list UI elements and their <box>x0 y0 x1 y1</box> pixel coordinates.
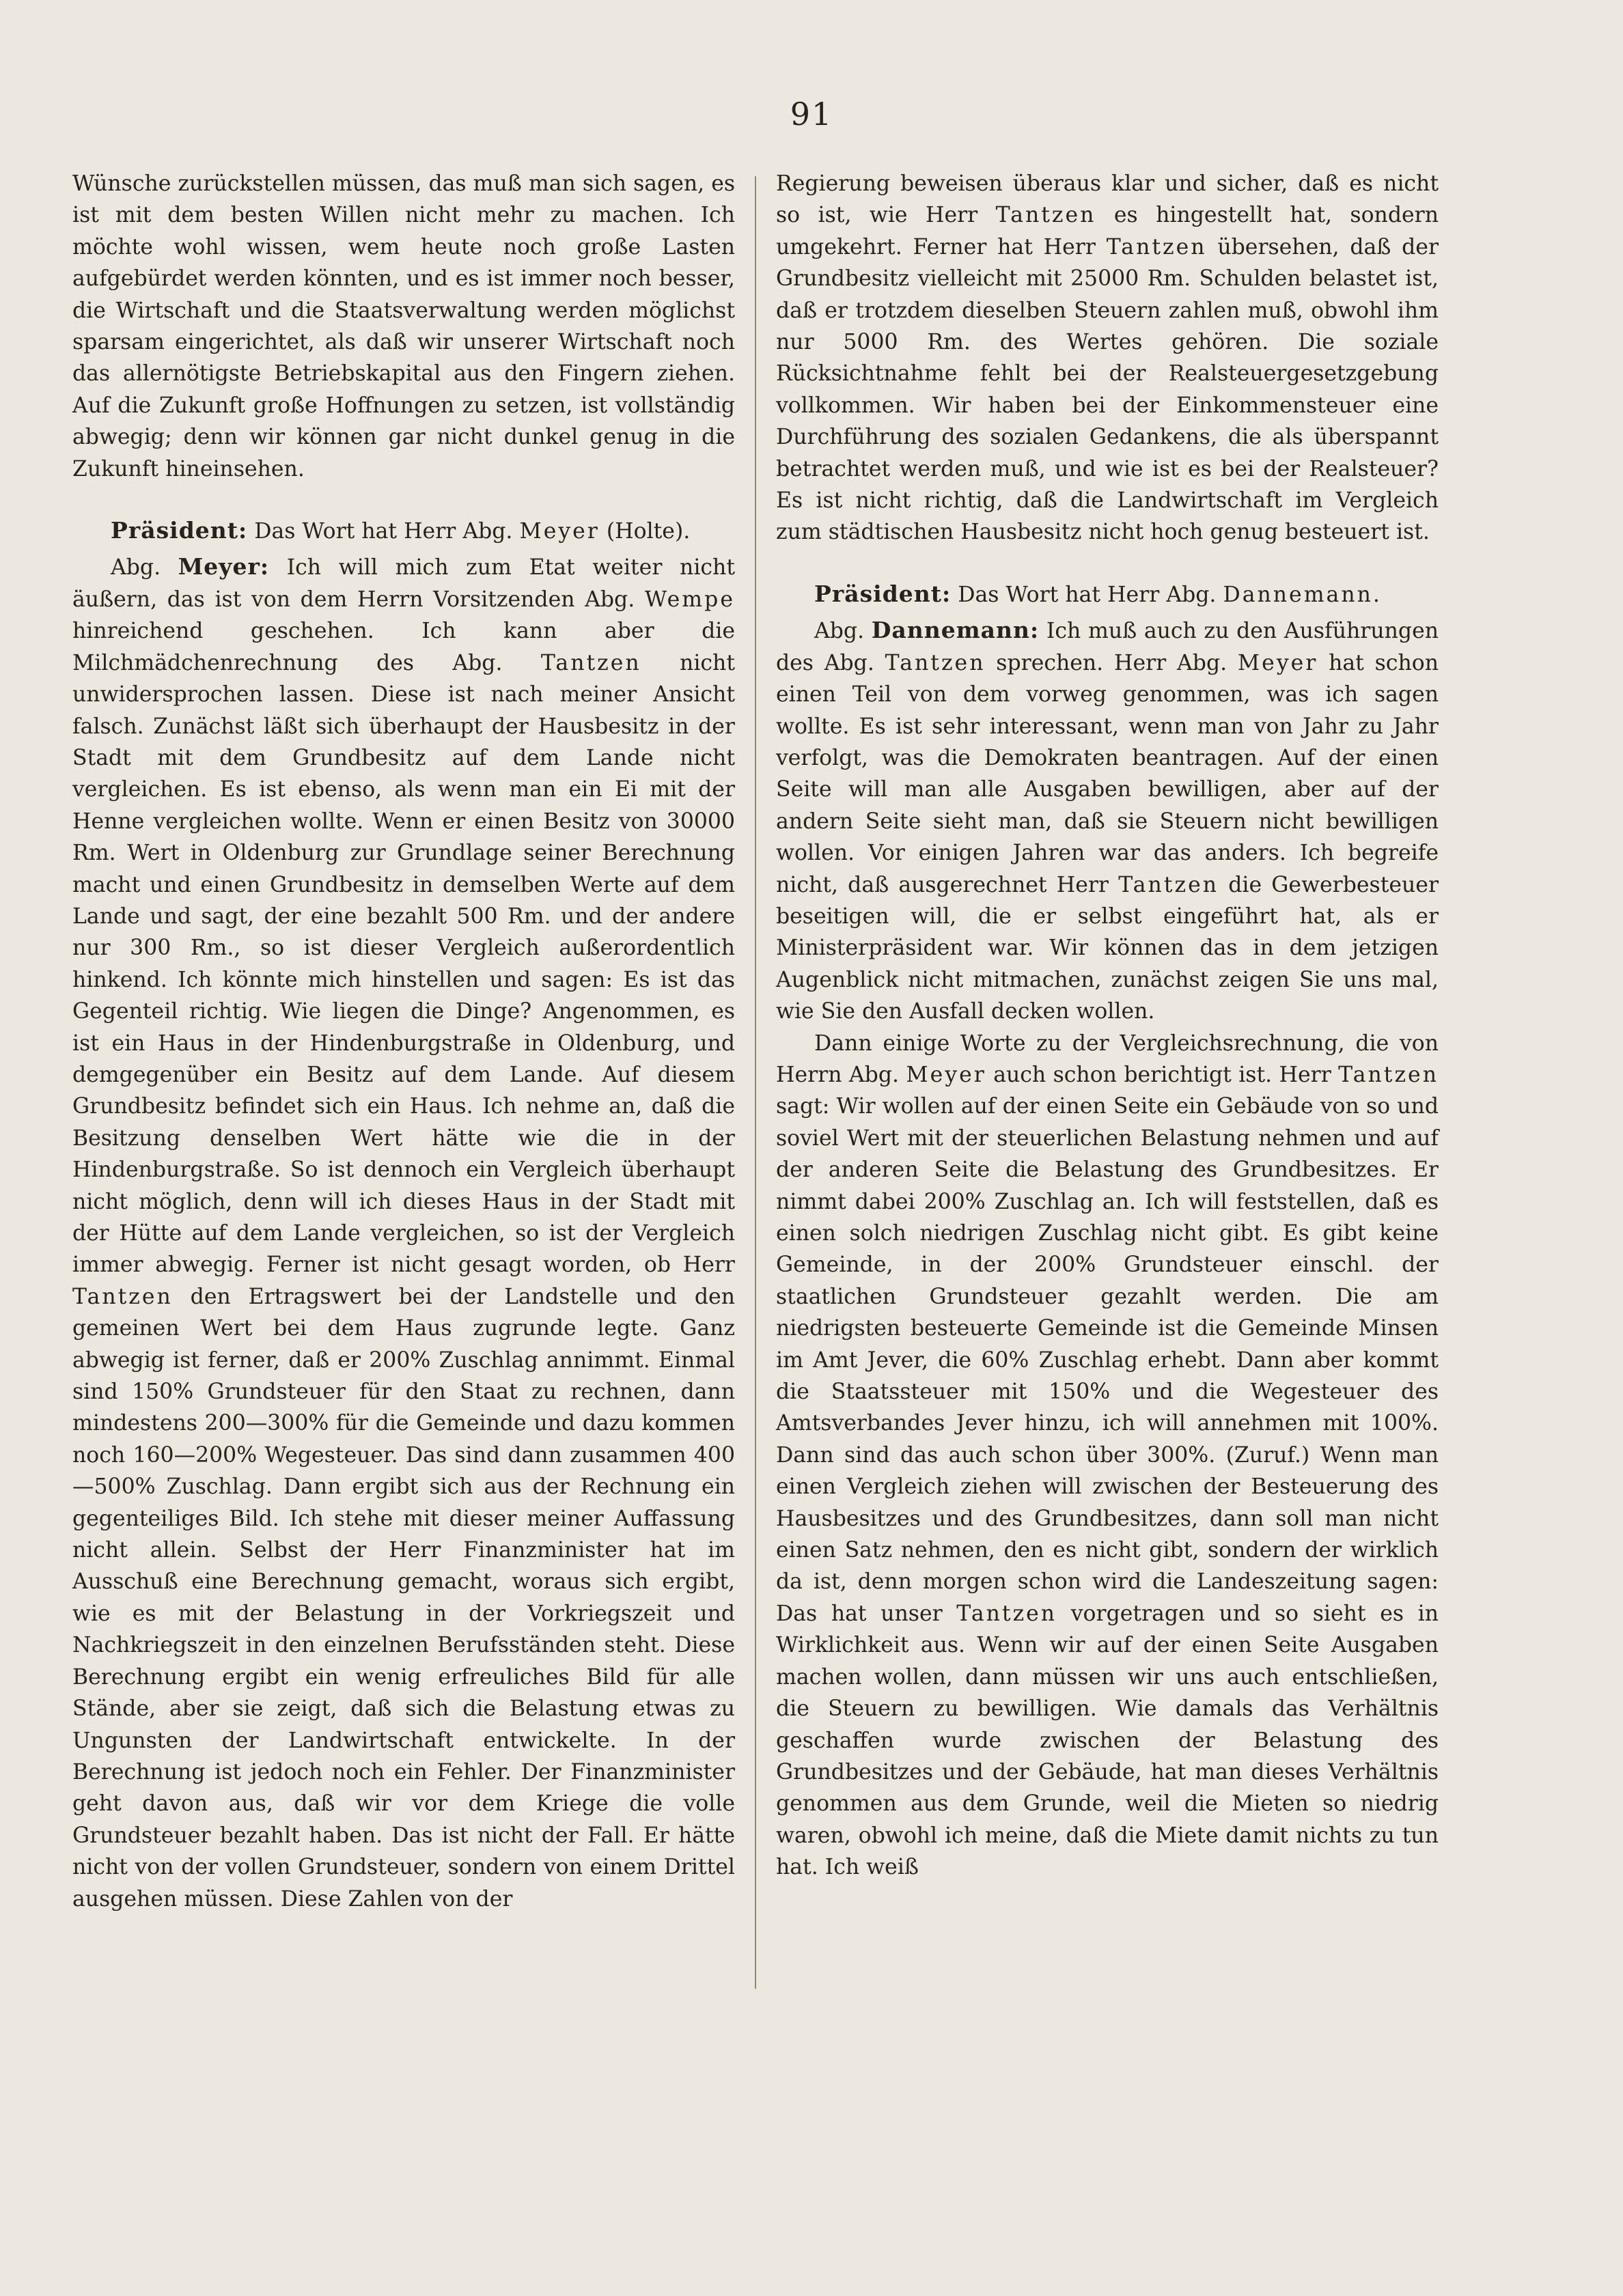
paragraph-text: sprechen. Herr Abg. <box>985 650 1238 675</box>
paragraph-text: Abg. <box>814 619 872 644</box>
left-column <box>72 168 735 1915</box>
speaker-name: Tantzen <box>885 650 986 675</box>
paragraph-text: sagt: Wir wollen auf der einen Seite ein Gebäude von so und soviel Wert mit der steuerlichen Belastung nehmen und auf der anderen Seite die Belastung des Grundbesitzes. Er nimmt dabei 200% Zuschlag an. Ich will feststellen, daß es einen solch niedrigen Zuschlag nicht gibt. Es gibt keine Gemeinde, in der 200% Grundsteuer einschl. der staatlichen Grundsteuer gezahlt werden. Die am niedrigsten besteuerte Gemeinde ist die Gemeinde Minsen im Amt Jever, die 60% Zuschlag erhebt. Dann aber kommt die Staatssteuer mit 150% und die Wegesteuer des Amtsverbandes Jever hinzu, ich will annehmen mit 100%. Dann sind das auch schon über 300%. (Zuruf.) Wenn man einen Vergleich ziehen will zwischen der Besteuerung des Hausbesitzes und des Grundbesitzes, dann soll man nicht einen Satz nehmen, den es nicht gibt, sondern der wirklich da ist, denn morgen schon wird die Landeszeitung sagen: Das hat unser <box>776 1094 1439 1626</box>
paragraph-president-1 <box>72 515 735 547</box>
paragraph-text: Das Wort hat Herr Abg. <box>247 519 520 544</box>
speaker-label: Dannemann: <box>871 617 1040 644</box>
speaker-label: Präsident: <box>814 580 952 607</box>
paragraph-text: vorgetragen und so sieht es in Wirklichkeit aus. Wenn wir auf der einen Seite Ausgaben machen wollen, dann müssen wir uns auch entschließen, die Steuern zu bewilligen. Wie damals das Verhältnis geschaffen wurde zwischen der Belastung des Grundbesitzes und der Gebäude, hat man dieses Verhältnis genommen aus dem Grunde, weil die Mieten so niedrig waren, obwohl ich meine, daß die Miete damit nichts zu tun hat. Ich weiß <box>776 1601 1439 1880</box>
paragraph-meyer-speech <box>72 551 735 1914</box>
column-divider <box>755 176 756 1989</box>
paragraph: Wünsche zurückstellen müssen, das muß man sich sagen, es ist mit dem besten Willen nicht mehr zu machen. Ich möchte wohl wissen, wem heute noch große Lasten aufgebürdet werden könnten, und es ist immer noch besser, die Wirtschaft und die Staatsverwaltung werden möglichst sparsam eingerichtet, als daß wir unserer Wirtschaft noch das allernötigste Betriebskapital aus den Fingern ziehen. Auf die Zukunft große Hoffnungen zu setzen, ist vollständig abwegig; denn wir können gar nicht dunkel genug in die Zukunft hineinsehen. <box>72 171 735 481</box>
paragraph-text: Abg. <box>111 555 178 580</box>
speaker-label: Präsident: <box>111 517 248 544</box>
paragraph-text: hat schon einen Teil von dem vorweg genommen, was ich sagen wollte. Es ist sehr interessant, wenn man von Jahr zu Jahr verfolgt, was die Demokraten beantragen. Auf der einen Seite will man alle Ausgaben bewilligen, aber auf der andern Seite sieht man, daß sie Steuern nicht bewilligen wollen. Vor einigen Jahren war das anders. Ich begreife nicht, daß ausgerechnet Herr <box>776 650 1439 897</box>
paragraph <box>776 168 1439 548</box>
speaker-name: Tantzen <box>1338 1062 1439 1087</box>
paragraph-text: Ich muß auch zu den Ausführungen des Abg. <box>776 619 1439 675</box>
speaker-name: Meyer <box>1237 650 1318 675</box>
paragraph-text: (Holte). <box>599 519 691 544</box>
speaker-name: Tantzen <box>956 1601 1057 1626</box>
paragraph-text: auch schon berichtigt ist. Herr <box>986 1062 1339 1087</box>
speaker-name: Tantzen <box>540 650 641 675</box>
paragraph-text: die Gewerbesteuer beseitigen will, die er selbst eingeführt hat, als er Ministerpräsident war. Wir können das in dem jetzigen Augenblick nicht mitmachen, zunächst zeigen Sie uns mal, wie Sie den Ausfall decken wollen. <box>776 872 1439 1024</box>
paragraph-dannemann-speech <box>776 615 1439 1027</box>
paragraph-text: nicht unwidersprochen lassen. Diese ist nach meiner Ansicht falsch. Zunächst läßt sich überhaupt der Hausbesitz in der Stadt mit dem Grundbesitz auf dem Lande nicht vergleichen. Es ist ebenso, als wenn man ein Ei mit der Henne vergleichen wollte. Wenn er einen Besitz von 30000 Rm. Wert in Oldenburg zur Grundlage seiner Berechnung macht und einen Grundbesitz in demselben Werte auf dem Lande und sagt, der eine bezahlt 500 Rm. und der andere nur 300 Rm., so ist dieser Vergleich außerordentlich hinkend. Ich könnte mich hinstellen und sagen: Es ist das Gegenteil richtig. Wie liegen die Dinge? Angenommen, es ist ein Haus in der Hindenburgstraße in Oldenburg, und demgegenüber ein Besitz auf dem Lande. Auf diesem Grundbesitz befindet sich ein Haus. Ich nehme an, daß die Besitzung denselben Wert hätte wie die in der Hindenburgstraße. So ist dennoch ein Vergleich überhaupt nicht möglich, denn will ich dieses Haus in der Stadt mit der Hütte auf dem Lande vergleichen, so ist der Vergleich immer abwegig. Ferner ist nicht gesagt worden, ob Herr <box>72 650 735 1278</box>
right-column <box>776 168 1439 1884</box>
speaker-name: Meyer <box>519 519 600 544</box>
paragraph-text: Das Wort hat Herr Abg. <box>951 582 1223 607</box>
paragraph-text: übersehen, daß der Grundbesitz vielleicht mit 25000 Rm. Schulden belastet ist, daß er trotzdem dieselben Steuern zahlen muß, obwohl ihm nur 5000 Rm. des Wertes gehören. Die soziale Rücksichtnahme fehlt bei der Realsteuergesetzgebung vollkommen. Wir haben bei der Einkommensteuer eine Durchführung des sozialen Gedankens, die als überspannt betrachtet werden muß, und wie ist es bei der Realsteuer? Es ist nicht richtig, daß die Landwirtschaft im Vergleich zum städtischen Hausbesitz nicht hoch genug besteuert ist. <box>776 234 1439 545</box>
paragraph-dannemann-continued <box>776 1028 1439 1884</box>
speaker-name: Wempe <box>644 587 735 612</box>
paragraph-text: Ich will mich zum Etat weiter nicht äußern, das ist von dem Herrn Vorsitzenden Abg. <box>72 555 735 612</box>
speaker-name: Meyer <box>906 1062 986 1087</box>
paragraph-president-2 <box>776 578 1439 611</box>
paragraph-text: . <box>1372 582 1380 607</box>
paragraph-text: hinreichend geschehen. Ich kann aber die Milchmädchenrechnung des Abg. <box>72 619 735 675</box>
speaker-name: Tantzen <box>995 203 1096 228</box>
speaker-name: Tantzen <box>1118 872 1219 897</box>
paragraph-text: den Ertragswert bei der Landstelle und den gemeinen Wert bei dem Haus zugrunde legte. Ganz abwegig ist ferner, daß er 200% Zuschlag annimmt. Einmal sind 150% Grundsteuer für den Staat zu rechnen, dann mindestens 200—300% für die Gemeinde und dazu kommen noch 160—200% Wegesteuer. Das sind dann zusammen 400—500% Zuschlag. Dann ergibt sich aus der Rechnung ein gegenteiliges Bild. Ich stehe mit dieser meiner Auffassung nicht allein. Selbst der Herr Finanzminister hat im Ausschuß eine Berechnung gemacht, woraus sich ergibt, wie es mit der Belastung in der Vorkriegszeit und Nachkriegszeit in den einzelnen Berufsständen steht. Diese Berechnung ergibt ein wenig erfreuliches Bild für alle Stände, aber sie zeigt, daß sich die Belastung etwas zu Ungunsten der Landwirtschaft entwickelte. In der Berechnung ist jedoch noch ein Fehler. Der Finanzminister geht davon aus, daß wir vor dem Kriege die volle Grundsteuer bezahlt haben. Das ist nicht der Fall. Er hätte nicht von der vollen Grundsteuer, sondern von einem Drittel ausgehen müssen. Diese Zahlen von der <box>72 1284 735 1912</box>
paragraph-text: Regierung beweisen überaus klar und sicher, daß es nicht so ist, wie Herr <box>776 171 1439 228</box>
speaker-name: Tantzen <box>72 1284 173 1309</box>
speaker-name: Dannemann <box>1223 582 1373 607</box>
page-number: 91 <box>790 96 833 132</box>
paragraph-text: Dann einige Worte zu der Vergleichsrechnung, die von Herrn Abg. <box>776 1031 1439 1087</box>
paragraph-text: es hingestellt hat, sondern umgekehrt. Ferner hat Herr <box>776 203 1439 260</box>
speaker-name: Tantzen <box>1106 234 1207 260</box>
speaker-label: Meyer: <box>178 553 270 580</box>
